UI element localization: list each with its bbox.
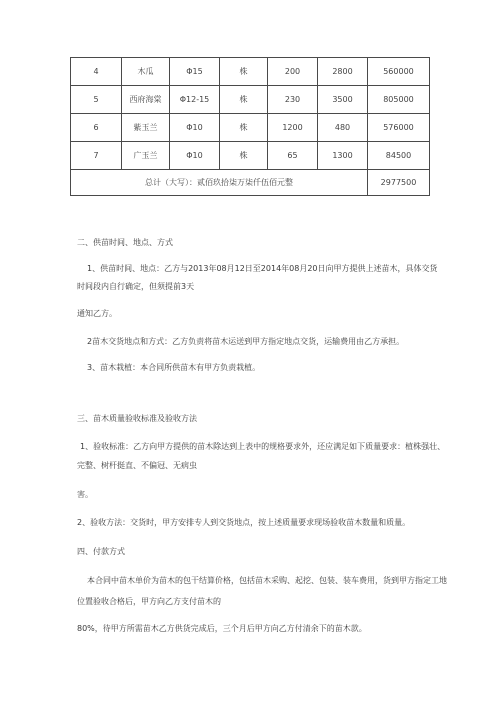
section-heading-supply: 二、供苗时间、地点、方式 — [77, 238, 173, 247]
cell-no: 5 — [71, 86, 122, 114]
cell-no: 6 — [71, 114, 122, 142]
section-heading-quality: 三、苗木质量验收标准及验收方法 — [77, 414, 197, 423]
paragraph-payment-line3: 80%，待甲方所需苗木乙方供货完成后，三个月后甲方向乙方付清余下的苗木款。 — [77, 624, 367, 633]
cell-spec: Φ10 — [170, 142, 220, 170]
cell-unit: 株 — [220, 114, 268, 142]
cell-price: 2800 — [318, 58, 368, 86]
paragraph-planting: 3、苗木栽植：本合同所供苗木有甲方负责栽植。 — [87, 363, 261, 372]
paragraph-supply-time-line3: 通知乙方。 — [77, 309, 117, 318]
table-row — [71, 142, 430, 170]
paragraph-supply-time-line1: 1、供苗时间、地点：乙方与2013年08月12日至2014年08月20日向甲方提供上述苗木，具体交货 — [87, 264, 438, 273]
cell-spec: Φ12-15 — [170, 86, 220, 114]
section-heading-payment: 四、付款方式 — [77, 547, 125, 556]
cell-name: 紫玉兰 — [122, 114, 170, 142]
cell-name: 西府海棠 — [122, 86, 170, 114]
paragraph-supply-time-line2: 时间段内自行确定，但须提前3天 — [77, 282, 195, 291]
table-row — [71, 58, 430, 86]
paragraph-payment-line2: 位置验收合格后，甲方向乙方支付苗木的 — [77, 597, 221, 606]
paragraph-standard-line1: 1、验收标准：乙方向甲方提供的苗木除达到上表中的规格要求外，还应满足如下质量要求：植株强壮、 — [80, 442, 446, 451]
cell-no: 7 — [71, 142, 122, 170]
cell-unit: 株 — [220, 142, 268, 170]
paragraph-standard-line3: 害。 — [77, 490, 93, 499]
table-total-row — [71, 170, 430, 196]
cell-name: 广玉兰 — [122, 142, 170, 170]
cell-price: 1300 — [318, 142, 368, 170]
cell-unit: 株 — [220, 58, 268, 86]
paragraph-payment-line1: 本合同中苗木单价为苗木的包干结算价格，包括苗木采购、起挖、包装、装车费用，货到甲方指定工地 — [87, 576, 447, 585]
paragraph-standard-line2: 完整、树杆挺直、不偏冠、无病虫 — [77, 461, 197, 470]
table-row — [71, 114, 430, 142]
cell-qty: 200 — [268, 58, 318, 86]
total-value: 2977500 — [368, 170, 430, 196]
cell-amount: 84500 — [368, 142, 430, 170]
paragraph-delivery: 2苗木交货地点和方式：乙方负责将苗木运送到甲方指定地点交货，运输费用由乙方承担。 — [87, 337, 405, 346]
cell-spec: Φ15 — [170, 58, 220, 86]
cell-unit: 株 — [220, 86, 268, 114]
table-row — [71, 86, 430, 114]
cell-price: 3500 — [318, 86, 368, 114]
cell-no: 4 — [71, 58, 122, 86]
cell-amount: 576000 — [368, 114, 430, 142]
cell-qty: 230 — [268, 86, 318, 114]
cell-amount: 560000 — [368, 58, 430, 86]
cell-amount: 805000 — [368, 86, 430, 114]
seedling-table — [70, 57, 430, 196]
cell-name: 木瓜 — [122, 58, 170, 86]
cell-qty: 1200 — [268, 114, 318, 142]
total-label: 总计（大写）：贰佰玖拾柒万柒仟伍佰元整 — [71, 170, 368, 196]
cell-price: 480 — [318, 114, 368, 142]
cell-qty: 65 — [268, 142, 318, 170]
cell-spec: Φ10 — [170, 114, 220, 142]
paragraph-method: 2、验收方法：交货时，甲方安排专人到交货地点，按上述质量要求现场验收苗木数量和质量。 — [77, 518, 411, 527]
